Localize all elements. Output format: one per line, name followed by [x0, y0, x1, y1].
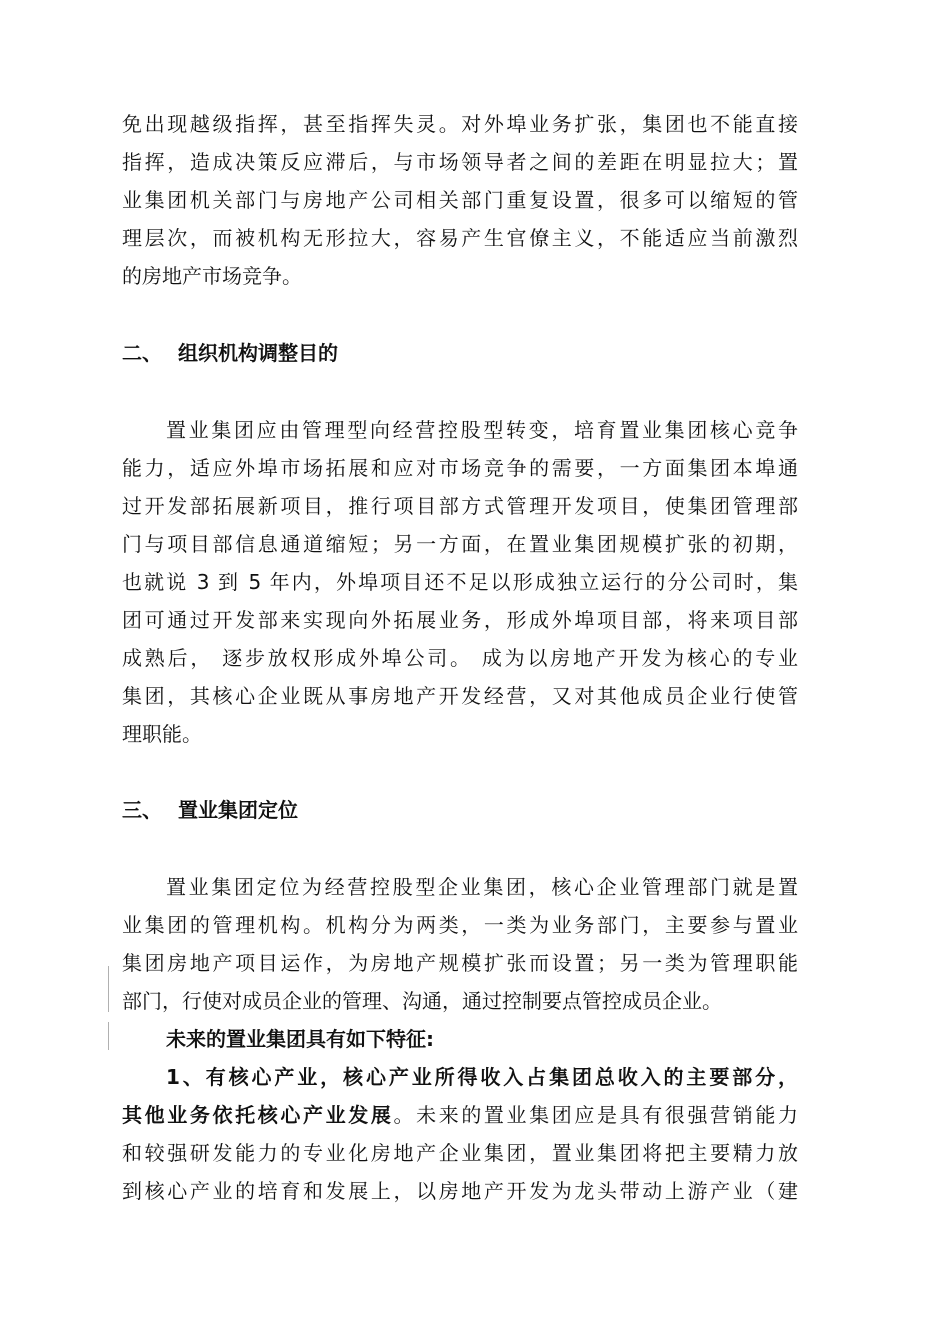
section-heading — [122, 796, 298, 824]
features-intro: 未来的置业集团具有如下特征: — [166, 1027, 434, 1051]
section-number: 三、 — [122, 798, 162, 822]
margin-change-bar — [108, 1022, 109, 1050]
paragraph-line: 免出现越级指挥，甚至指挥失灵。对外埠业务扩张，集团也不能直接 — [122, 112, 798, 136]
section-title: 置业集团定位 — [178, 798, 298, 822]
paragraph-line: 的房地产市场竞争。 — [122, 264, 302, 288]
paragraph-line: 集团，其核心企业既从事房地产开发经营，又对其他成员企业行使管 — [122, 684, 798, 708]
paragraph-line: 成熟后， 逐步放权形成外埠公司。 成为以房地产开发为核心的专业 — [122, 646, 798, 670]
paragraph-line: 指挥，造成决策反应滞后，与市场领导者之间的差距在明显拉大；置 — [122, 150, 798, 174]
paragraph-line: 部门，行使对成员企业的管理、沟通，通过控制要点管控成员企业。 — [122, 989, 722, 1013]
paragraph-line: 置业集团定位为经营控股型企业集团，核心企业管理部门就是置 — [166, 875, 798, 899]
paragraph-line: 和较强研发能力的专业化房地产企业集团，置业集团将把主要精力放 — [122, 1141, 798, 1165]
paragraph-line: 到核心产业的培育和发展上，以房地产开发为龙头带动上游产业（建 — [122, 1179, 798, 1203]
section-title: 组织机构调整目的 — [178, 341, 338, 365]
paragraph-line: 也就说 3 到 5 年内，外埠项目还不足以形成独立运行的分公司时，集 — [122, 570, 798, 594]
feature-mixed-line — [122, 1101, 798, 1129]
feature-bold-text: 其他业务依托核心产业发展 — [122, 1103, 394, 1127]
section-number: 二、 — [122, 341, 162, 365]
feature-normal-text: 。未来的置业集团应是具有很强营销能力 — [393, 1103, 799, 1127]
section-heading — [122, 339, 338, 367]
margin-change-bar — [108, 966, 109, 1012]
paragraph-line: 理层次，而被机构无形拉大，容易产生官僚主义，不能适应当前激烈 — [122, 226, 798, 250]
paragraph-line: 集团房地产项目运作，为房地产规模扩张而设置；另一类为管理职能 — [122, 951, 798, 975]
paragraph-line: 团可通过开发部来实现向外拓展业务，形成外埠项目部，将来项目部 — [122, 608, 798, 632]
paragraph-line: 业集团的管理机构。机构分为两类，一类为业务部门，主要参与置业 — [122, 913, 798, 937]
paragraph-line: 能力，适应外埠市场拓展和应对市场竞争的需要，一方面集团本埠通 — [122, 456, 798, 480]
paragraph-line: 置业集团应由管理型向经营控股型转变，培育置业集团核心竞争 — [166, 418, 798, 442]
paragraph-line: 理职能。 — [122, 722, 202, 746]
paragraph-line: 门与项目部信息通道缩短；另一方面，在置业集团规模扩张的初期， — [122, 532, 798, 556]
paragraph-line: 业集团机关部门与房地产公司相关部门重复设置，很多可以缩短的管 — [122, 188, 798, 212]
feature-heading-line: 1、有核心产业，核心产业所得收入占集团总收入的主要部分， — [166, 1065, 798, 1089]
paragraph-line: 过开发部拓展新项目，推行项目部方式管理开发项目，使集团管理部 — [122, 494, 798, 518]
